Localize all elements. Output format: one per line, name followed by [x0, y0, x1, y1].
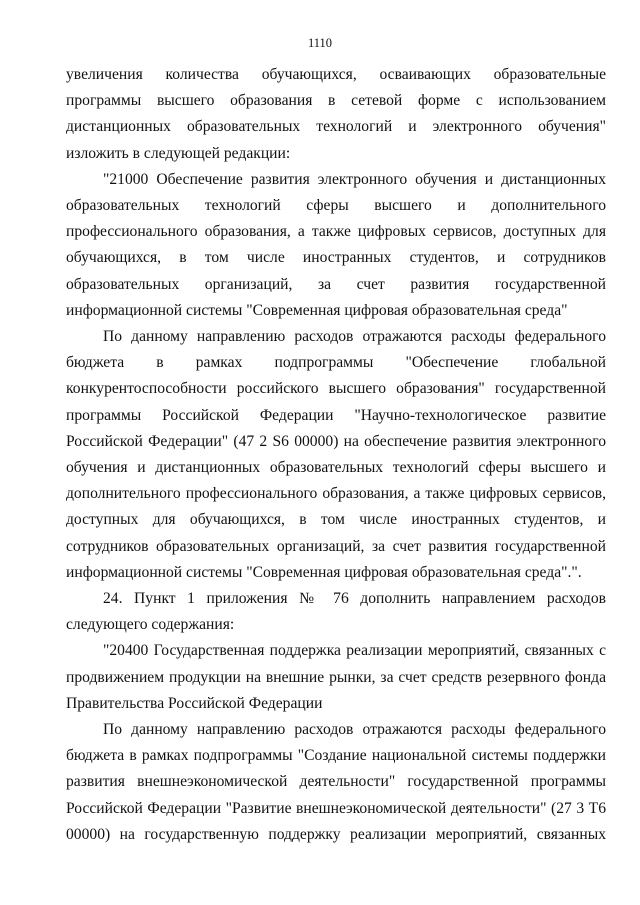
paragraph-21000-description: По данному направлению расходов отражаются расходы федерального бюджета в рамках подпрограммы "Обеспечение глобальной конкурентоспособности российского высшего образования" государственной программы Российской Федерации "Научно-технологическое развитие Российской Федерации" (47 2 S6 00000) на обеспечение развития электронного обучения и дистанционных образовательных технологий сферы высшего и дополнительного профессионального образования, а также цифровых сервисов, доступных для обучающихся, в том числе иностранных студентов, и сотрудников образовательных организаций, за счет развития государственной информационной системы "Современная цифровая образовательная среда".". [66, 328, 606, 581]
paragraph-intro-continuation: увеличения количества обучающихся, осваивающих образовательные программы высшего образования в сетевой форме с использованием дистанционных образовательных технологий и электронного обучения" изложить в следующей редакции: [66, 66, 606, 162]
page-number: 1110 [307, 36, 333, 50]
document-body [66, 62, 606, 848]
paragraph-code-20400: "20400 Государственная поддержка реализации мероприятий, связанных с продвижением продукции на внешние рынки, за счет средств резервного фонда Правительства Российской Федерации [66, 642, 606, 712]
paragraph-code-21000: "21000 Обеспечение развития электронного обучения и дистанционных образовательных технологий сферы высшего и дополнительного профессионального образования, а также цифровых сервисов, доступных для обучающихся, в том числе иностранных студентов, и сотрудников образовательных организаций, за счет развития государственной информационной системы "Современная цифровая образовательная среда" [66, 170, 606, 319]
paragraph-item-24: 24. Пункт 1 приложения № 76 дополнить направлением расходов следующего содержания: [66, 590, 606, 634]
paragraph-20400-description: По данному направлению расходов отражаются расходы федерального бюджета в рамках подпрограммы "Создание национальной системы поддержки развития внешнеэкономической деятельности" государственной программы Российской Федерации "Развитие внешнеэкономической деятельности" (27 3 Т6 00000) на государственную поддержку реализации мероприятий, связанных [66, 721, 606, 843]
